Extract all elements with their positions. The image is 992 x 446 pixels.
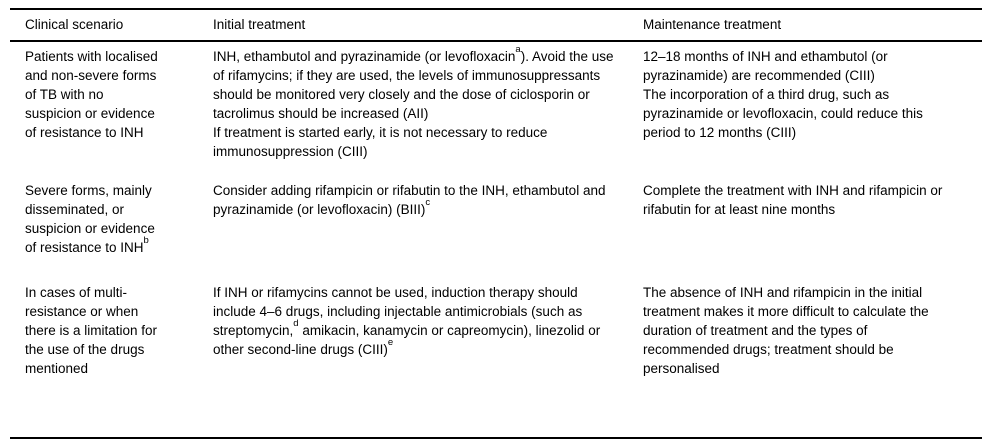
paragraph (25, 181, 163, 257)
text-segment: amikacin, kanamycin or capreomycin), linezolid or other second-line drugs (CIII) (213, 323, 601, 357)
footnote-marker: e (387, 336, 394, 348)
footnote-marker: a (515, 43, 521, 55)
treatment-table (10, 8, 982, 439)
cell-maintenance-treatment (643, 47, 982, 161)
text-segment: Complete the treatment with INH and rifampicin or rifabutin for at least nine months (643, 183, 943, 217)
paragraph (643, 47, 952, 85)
text-segment: The absence of INH and rifampicin in the initial treatment makes it more difficult to calculate the duration of treatment and the types of recommended drugs; treatment should be personalised (643, 285, 929, 376)
cell-initial-treatment (213, 43, 643, 161)
header-clinical-scenario: Clinical scenario (25, 17, 124, 32)
paragraph (213, 181, 617, 219)
header-initial-treatment: Initial treatment (213, 17, 306, 32)
table-row-multi-resistance (10, 283, 982, 378)
cell-clinical-scenario (25, 181, 213, 257)
text-segment: INH, ethambutol and pyrazinamide (or levofloxacin (213, 49, 516, 64)
table-body (10, 42, 982, 378)
cell-clinical-scenario (25, 47, 213, 161)
cell-clinical-scenario (25, 283, 213, 378)
cell-maintenance-treatment (643, 181, 982, 257)
text-segment: ). Avoid the use of rifamycins; if they are used, the levels of immunosuppressants should be monitored very closely and the dose of ciclosporin or tacrolimus should be increased (AII) (213, 49, 614, 121)
text-segment: If INH or rifamycins cannot be used, induction therapy should include 4–6 drugs, including injectable antimicrobials (such as streptomycin, (213, 285, 583, 338)
header-maintenance-treatment: Maintenance treatment (643, 17, 782, 32)
text-segment: The incorporation of a third drug, such as pyrazinamide or levofloxacin, could reduce this period to 12 months (CIII) (643, 87, 923, 140)
paragraph (213, 283, 617, 359)
footnote-marker: c (425, 196, 431, 208)
text-segment: In cases of multi-resistance or when there is a limitation for the use of the drugs mentioned (25, 285, 158, 376)
paragraph (643, 283, 952, 378)
text-segment: Patients with localised and non-severe forms of TB with no suspicion or evidence of resistance to INH (25, 49, 158, 140)
paragraph (25, 47, 163, 142)
paragraph (213, 43, 617, 123)
text-segment: Consider adding rifampicin or rifabutin to the INH, ethambutol and pyrazinamide (or levofloxacin) (BIII) (213, 183, 606, 217)
cell-initial-treatment (213, 283, 643, 378)
table-header-row (10, 10, 982, 42)
text-segment: 12–18 months of INH and ethambutol (or pyrazinamide) are recommended (CIII) (643, 49, 888, 83)
paragraph (643, 85, 952, 142)
footnote-marker: d (293, 317, 299, 329)
paragraph (643, 181, 952, 219)
text-segment: If treatment is started early, it is not necessary to reduce immunosuppression (CIII) (213, 125, 548, 159)
text-segment: Severe forms, mainly disseminated, or suspicion or evidence of resistance to INH (25, 183, 155, 255)
footnote-marker: b (143, 234, 149, 246)
table-row-severe-forms (10, 181, 982, 257)
paragraph (213, 123, 617, 161)
cell-initial-treatment (213, 181, 643, 257)
table-row-localised-tb (10, 43, 982, 161)
paragraph (25, 283, 163, 378)
cell-maintenance-treatment (643, 283, 982, 378)
